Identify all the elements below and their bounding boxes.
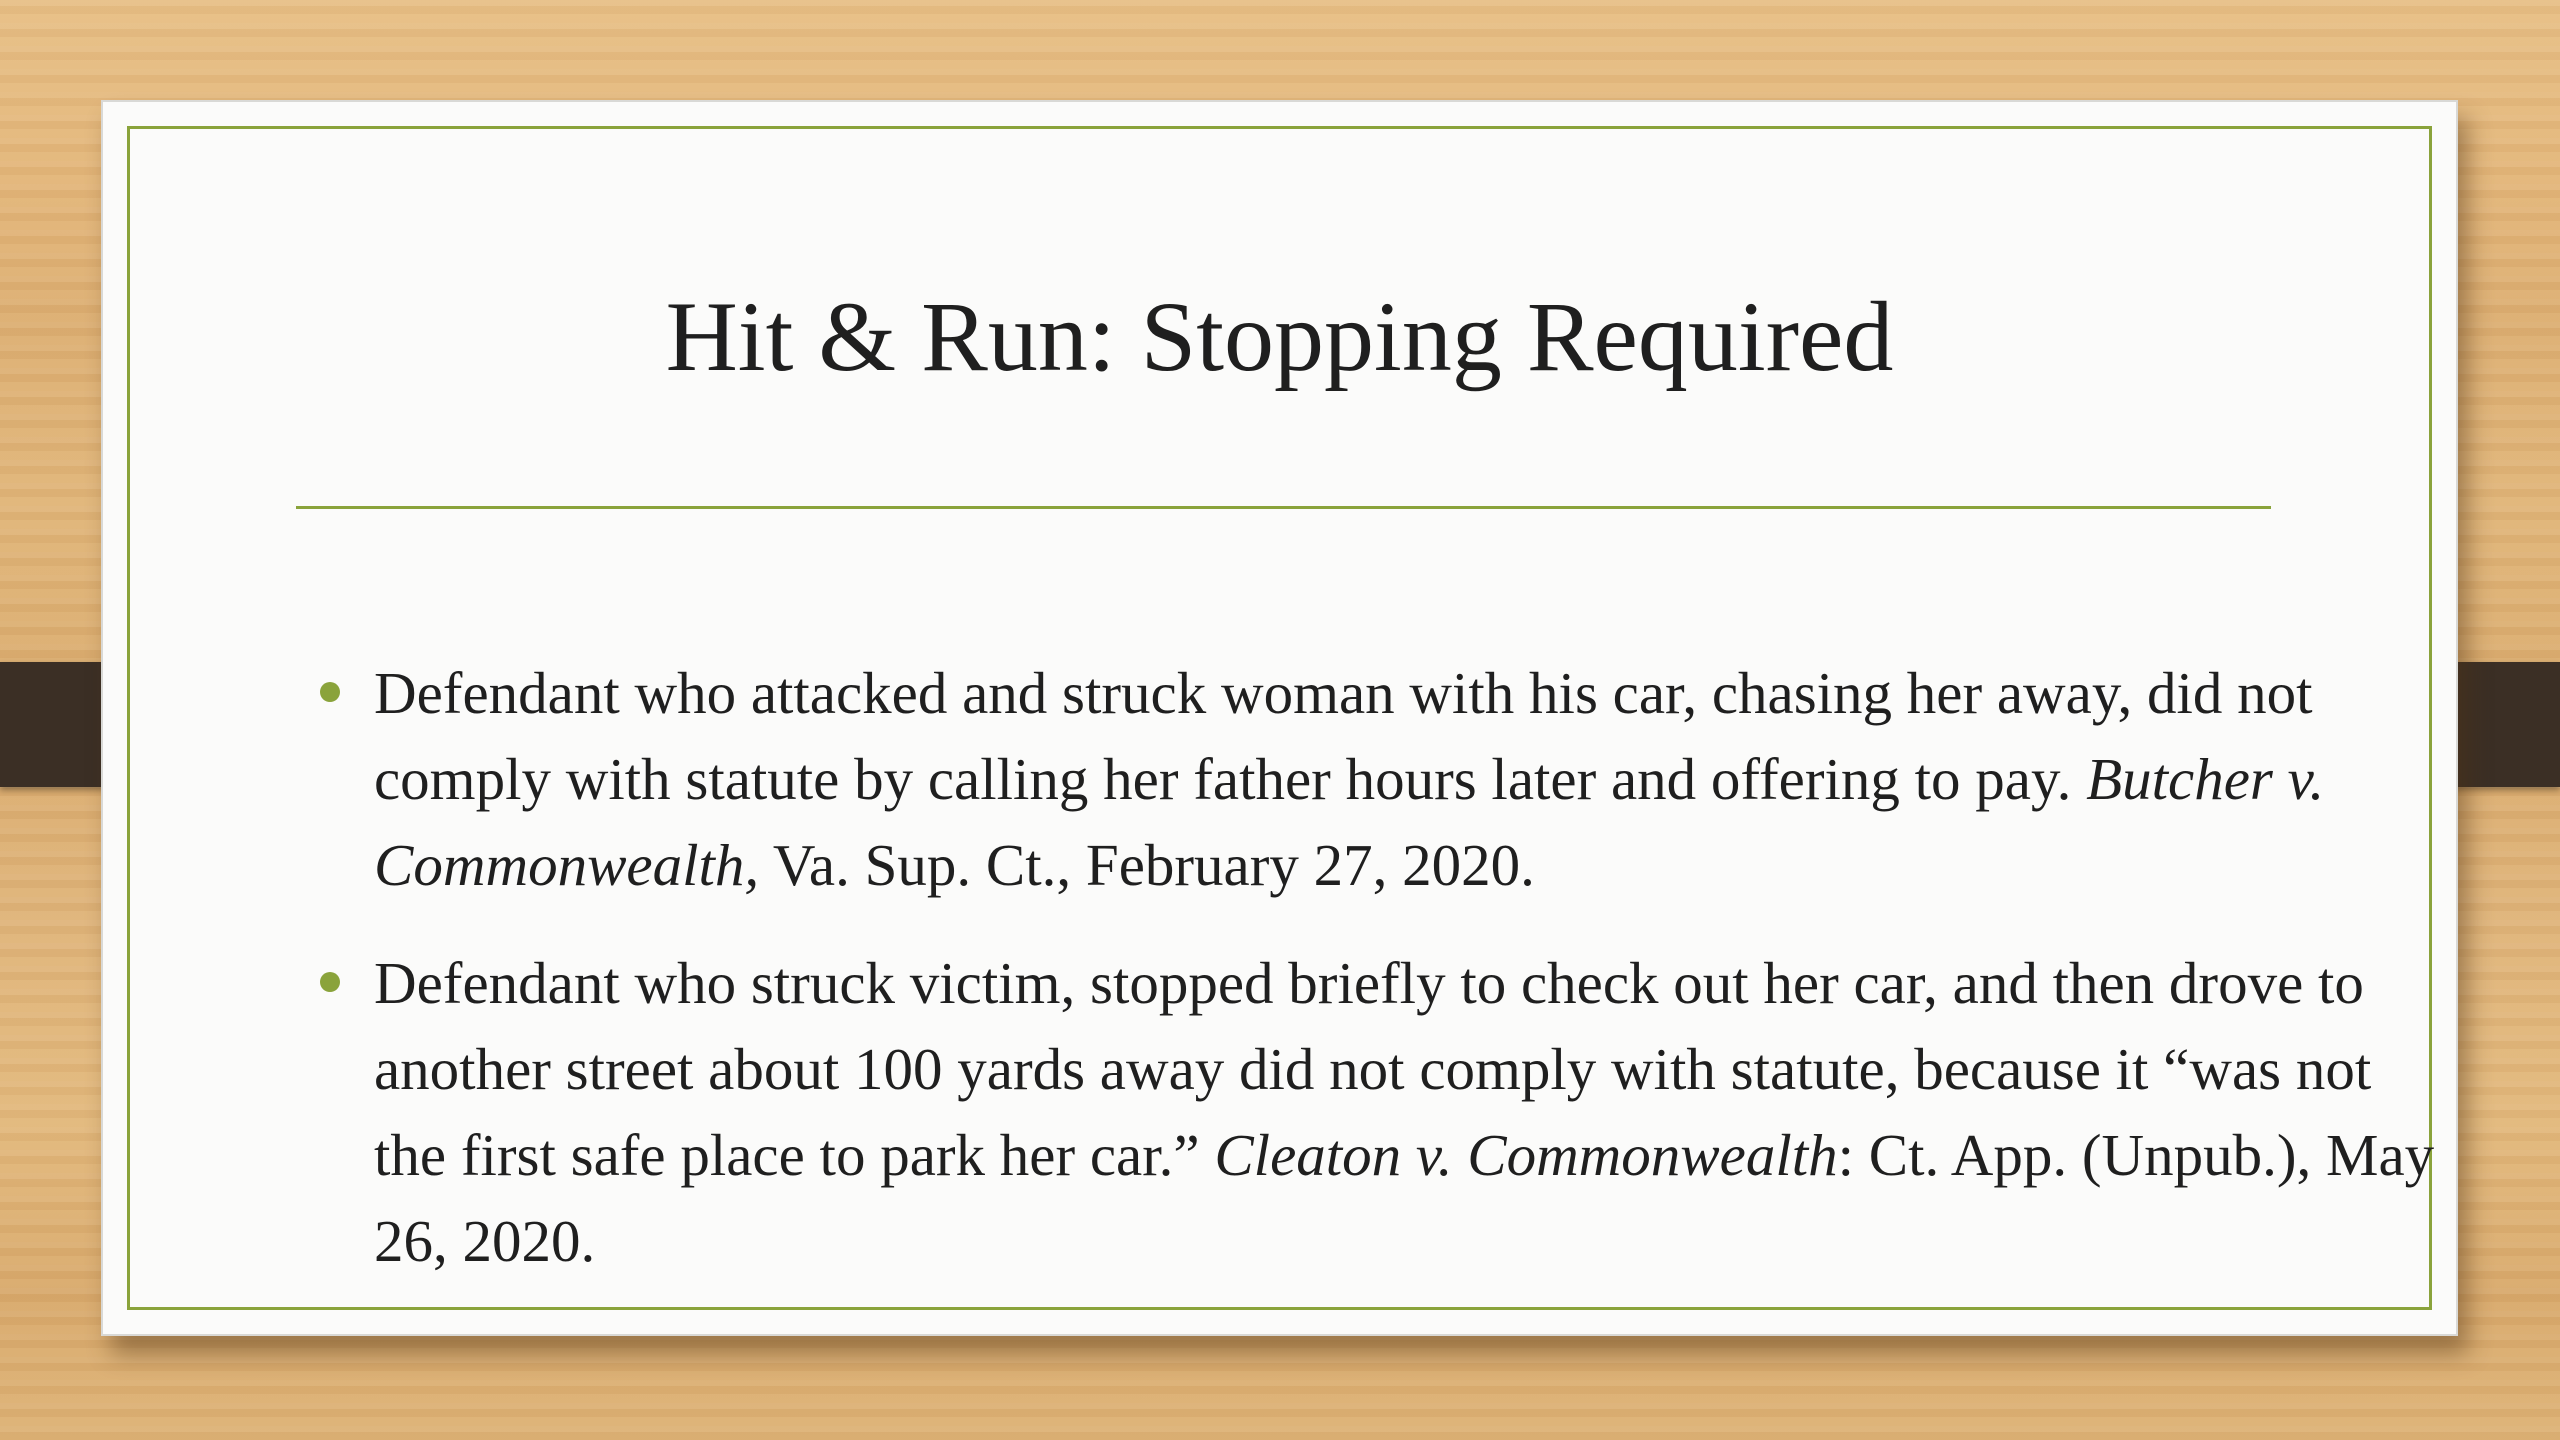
case-citation: : Ct. App. (Unpub.), May 26, 2020. [374, 1122, 2435, 1274]
slide [101, 100, 2458, 1336]
bullet-list [316, 650, 2446, 1316]
bullet-text: Defendant who struck victim, stopped briefly to check out her car, and then drove to another street about 100 yards away did not comply with statute, because it “was not the first safe place to park her car.” [374, 950, 2372, 1188]
bullet-item [316, 940, 2446, 1284]
case-citation: Va. Sup. Ct., February 27, 2020. [759, 832, 1535, 898]
bullet-dot-icon [320, 972, 340, 992]
slide-title: Hit & Run: Stopping Required [665, 281, 1894, 392]
bullet-dot-icon [320, 682, 340, 702]
case-name: Butcher v. Commonwealth, [374, 746, 2325, 898]
case-name: Cleaton v. Commonwealth [1214, 1122, 1838, 1188]
bullet-item [316, 650, 2446, 908]
bullet-text: Defendant who attacked and struck woman with his car, chasing her away, did not comply with statute by calling her father hours later and offering to pay. [374, 660, 2313, 812]
title-divider [296, 506, 2271, 509]
